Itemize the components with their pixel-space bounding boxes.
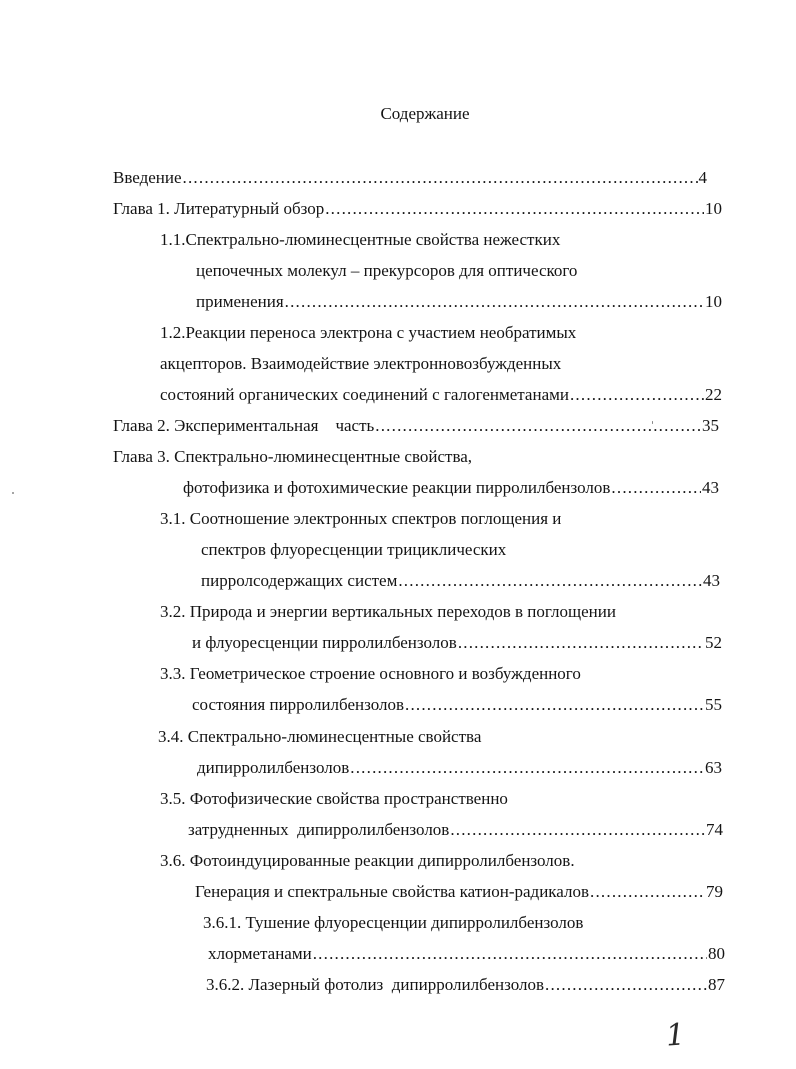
toc-entry bbox=[196, 291, 722, 313]
toc-entry-text: спектров флуоресценции трициклических bbox=[201, 540, 507, 559]
dot-leader bbox=[545, 974, 707, 996]
toc-entry bbox=[183, 477, 719, 499]
toc-entry bbox=[192, 632, 722, 654]
toc-entry-text: пирролсодержащих систем bbox=[201, 571, 398, 590]
dot-leader bbox=[285, 291, 704, 313]
toc-entry-text: 3.1. Соотношение электронных спектров поглощения и bbox=[160, 509, 562, 528]
toc-entry bbox=[197, 757, 722, 779]
toc-page-number: 55 bbox=[705, 695, 722, 714]
toc-entry-text: и флуоресценции пирролилбензолов bbox=[192, 633, 457, 652]
toc-entry-text: 3.6.2. Лазерный фотолиз дипирролилбензолов bbox=[206, 975, 545, 994]
scan-speck bbox=[12, 492, 14, 494]
toc-entry-text: акцепторов. Взаимодействие электронновозбужденных bbox=[160, 354, 562, 373]
dot-leader bbox=[590, 881, 705, 903]
toc-entry-text: 3.6. Фотоиндуцированные реакции дипирролилбензолов. bbox=[160, 851, 575, 870]
dot-leader bbox=[570, 384, 704, 406]
dot-leader bbox=[450, 819, 705, 841]
toc-entry-text: Глава 2. Экспериментальная часть bbox=[113, 416, 375, 435]
toc-page-number: 22 bbox=[705, 385, 722, 404]
toc-page-number: 10 bbox=[705, 292, 722, 311]
toc-entry bbox=[201, 570, 720, 592]
toc-entry-text: применения bbox=[196, 292, 284, 311]
toc-entry bbox=[206, 974, 725, 996]
handwritten-page-number: 1 bbox=[664, 1017, 687, 1054]
toc-entry-text: 1.2.Реакции переноса электрона с участием необратимых bbox=[160, 323, 577, 342]
toc-entry-text: 3.3. Геометрическое строение основного и возбужденного bbox=[160, 664, 581, 683]
toc-entry bbox=[113, 198, 722, 220]
toc-entry-text: состояния пирролилбензолов bbox=[192, 695, 404, 714]
toc-entry-text: затрудненных дипирролилбензолов bbox=[188, 820, 450, 839]
toc-entry-text: цепочечных молекул – прекурсоров для оптического bbox=[196, 261, 578, 280]
toc-page-number: 52 bbox=[705, 633, 722, 652]
dot-leader bbox=[398, 570, 702, 592]
toc-entry-text: Генерация и спектральные свойства катион-радикалов bbox=[195, 882, 590, 901]
toc-page-number: 35 bbox=[702, 416, 719, 435]
dot-leader bbox=[611, 477, 701, 499]
dot-leader bbox=[350, 757, 704, 779]
toc-page-number: 80 bbox=[708, 944, 725, 963]
dot-leader bbox=[405, 694, 704, 716]
toc-entry bbox=[113, 415, 719, 437]
toc-entry-text: хлорметанами bbox=[208, 944, 312, 963]
dot-leader bbox=[325, 198, 704, 220]
toc-page-number: 10 bbox=[705, 199, 722, 218]
toc-entry bbox=[188, 819, 723, 841]
toc-entry-text: состояний органических соединений с галогенметанами bbox=[160, 385, 569, 404]
page-title: Содержание bbox=[380, 104, 470, 123]
toc-page-number: 74 bbox=[706, 820, 723, 839]
toc-entry bbox=[208, 943, 725, 965]
toc-entry-text: Глава 3. Спектрально-люминесцентные свойства, bbox=[113, 447, 473, 466]
toc-entry-text: 1.1.Спектрально-люминесцентные свойства нежестких bbox=[160, 230, 561, 249]
toc-page-number: 63 bbox=[705, 758, 722, 777]
toc-entry-text: 3.4. Спектрально-люминесцентные свойства bbox=[158, 727, 482, 746]
toc-entry-text: Введение bbox=[113, 168, 182, 187]
dot-leader bbox=[183, 167, 698, 189]
toc-entry bbox=[113, 167, 707, 189]
toc-page-number: 43 bbox=[702, 478, 719, 497]
dot-leader bbox=[458, 632, 704, 654]
toc-page-number: 87 bbox=[708, 975, 725, 994]
toc-entry bbox=[160, 384, 722, 406]
dot-leader bbox=[375, 415, 701, 437]
toc-page-number: 79 bbox=[706, 882, 723, 901]
toc-entry-text: фотофизика и фотохимические реакции пирролилбензолов bbox=[183, 478, 611, 497]
toc-entry-text: 3.2. Природа и энергии вертикальных переходов в поглощении bbox=[160, 602, 616, 621]
toc-entry-text: 3.5. Фотофизические свойства пространственно bbox=[160, 789, 508, 808]
toc-entry bbox=[195, 881, 723, 903]
toc-entry-text: Глава 1. Литературный обзор bbox=[113, 199, 325, 218]
toc-entry-text: дипирролилбензолов bbox=[197, 758, 350, 777]
dot-leader bbox=[313, 943, 707, 965]
scan-speck bbox=[652, 421, 653, 424]
toc-entry-text: 3.6.1. Тушение флуоресценции дипирролилбензолов bbox=[203, 913, 584, 932]
toc-page-number: 4 bbox=[698, 168, 707, 187]
toc-entry bbox=[192, 694, 722, 716]
toc-page-number: 43 bbox=[703, 571, 720, 590]
